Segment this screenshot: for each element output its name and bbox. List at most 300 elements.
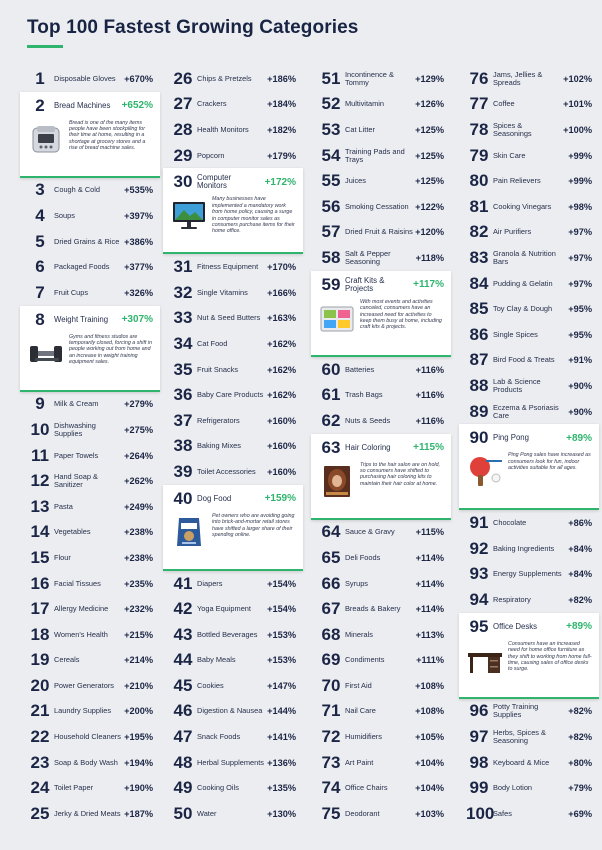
growth-percent: +147% xyxy=(267,680,296,691)
category-name: Laundry Supplies xyxy=(54,706,112,716)
growth-percent: +108% xyxy=(415,706,444,717)
growth-percent: +215% xyxy=(124,629,153,640)
category-name: Dishwashing Supplies xyxy=(54,420,96,438)
rank-number: 57 xyxy=(321,222,341,242)
category-name: Juices xyxy=(345,176,366,186)
list-item xyxy=(318,699,444,725)
list-item xyxy=(170,117,296,143)
category-name: Pasta xyxy=(54,501,73,511)
rank-number: 62 xyxy=(321,410,341,430)
category-name: Bread Machines xyxy=(54,100,111,110)
rank-number: 45 xyxy=(173,675,193,695)
featured-card-weight-training xyxy=(20,306,160,392)
list-item xyxy=(27,648,153,674)
category-name: Jams, Jellies & Spreads xyxy=(493,69,543,87)
rank-number: 89 xyxy=(469,401,489,421)
category-name: Deodorant xyxy=(345,808,380,818)
list-item xyxy=(27,750,153,776)
rank-number: 1 xyxy=(35,68,45,88)
list-item xyxy=(466,322,592,348)
growth-percent: +129% xyxy=(415,73,444,84)
list-item xyxy=(318,801,444,827)
category-name: Soups xyxy=(54,210,75,220)
featured-card-hair-coloring xyxy=(311,434,451,520)
list-item xyxy=(318,220,444,246)
growth-percent: +162% xyxy=(267,338,296,349)
category-name: Popcorn xyxy=(197,150,225,160)
category-name: Packaged Foods xyxy=(54,262,110,272)
list-item xyxy=(318,571,444,597)
rank-number: 77 xyxy=(469,94,489,114)
rank-number: 30 xyxy=(173,172,193,192)
growth-percent: +652% xyxy=(121,100,153,112)
list-item xyxy=(170,143,296,169)
growth-percent: +97% xyxy=(568,227,592,238)
category-name: Baking Ingredients xyxy=(493,543,555,553)
category-name: Trash Bags xyxy=(345,390,383,400)
category-name: Toilet Paper xyxy=(54,783,94,793)
rank-number: 56 xyxy=(321,196,341,216)
rank-number: 35 xyxy=(173,359,193,379)
category-name: Sauce & Gravy xyxy=(345,527,395,537)
category-name: Disposable Gloves xyxy=(54,73,116,83)
growth-percent: +120% xyxy=(415,227,444,238)
rank-number: 18 xyxy=(30,624,50,644)
category-description: Gyms and fitness studios are temporarily closed, forcing a shift in people working out from home and an increase in weight training equipment sales. xyxy=(69,333,153,366)
growth-percent: +154% xyxy=(267,578,296,589)
rank-number: 48 xyxy=(173,752,193,772)
bread-machine-icon xyxy=(27,122,65,156)
rank-number: 32 xyxy=(173,282,193,302)
category-name: Salt & Pepper Seasoning xyxy=(345,248,391,266)
rank-number: 67 xyxy=(321,599,341,619)
growth-percent: +172% xyxy=(264,176,296,188)
category-name: First Aid xyxy=(345,680,372,690)
list-item xyxy=(318,357,444,383)
growth-percent: +118% xyxy=(415,252,444,263)
growth-percent: +275% xyxy=(124,424,153,435)
growth-percent: +80% xyxy=(568,757,592,768)
category-name: Facial Tissues xyxy=(54,578,101,588)
rank-number: 87 xyxy=(469,350,489,370)
list-item xyxy=(318,596,444,622)
category-name: Fitness Equipment xyxy=(197,262,259,272)
growth-percent: +100% xyxy=(563,124,592,135)
rank-number: 29 xyxy=(173,145,193,165)
list-item xyxy=(466,775,592,801)
category-name: Weight Training xyxy=(54,314,109,324)
category-name: Cooking Oils xyxy=(197,783,239,793)
list-item xyxy=(170,66,296,92)
rank-number: 38 xyxy=(173,436,193,456)
growth-percent: +99% xyxy=(568,150,592,161)
rank-number: 79 xyxy=(469,145,489,165)
category-name: Ping Pong xyxy=(493,433,529,443)
growth-percent: +95% xyxy=(568,304,592,315)
list-item xyxy=(466,536,592,562)
list-item xyxy=(170,280,296,306)
growth-percent: +200% xyxy=(124,706,153,717)
growth-percent: +163% xyxy=(267,313,296,324)
category-name: Flour xyxy=(54,552,71,562)
list-item xyxy=(466,168,592,194)
rank-number: 14 xyxy=(30,522,50,542)
list-item xyxy=(170,408,296,434)
list-item xyxy=(466,220,592,246)
category-name: Granola & Nutrition Bars xyxy=(493,248,556,266)
category-name: Lab & Science Products xyxy=(493,376,541,394)
rank-number: 81 xyxy=(469,196,489,216)
category-name: Herbs, Spices & Seasoning xyxy=(493,728,546,746)
ranking-column-2 xyxy=(170,66,296,827)
list-item xyxy=(318,66,444,92)
category-description: Many businesses have implemented a mandatory work from home policy, causing a surge in computer monitor sales as consumers purchase items for their home office. xyxy=(212,196,295,235)
list-item xyxy=(466,562,592,588)
category-name: Toilet Accessories xyxy=(197,466,256,476)
monitor-icon xyxy=(170,198,208,232)
list-item xyxy=(27,203,153,229)
hair-color-box-icon xyxy=(318,464,356,498)
growth-percent: +386% xyxy=(124,236,153,247)
growth-percent: +84% xyxy=(568,543,592,554)
list-item xyxy=(318,408,444,434)
growth-percent: +105% xyxy=(415,732,444,743)
rank-number: 96 xyxy=(469,701,489,721)
category-description: Bread is one of the many items people have been stockpiling for their time at home, resulting in a shortage at grocery stores and a rise of bread machine sales. xyxy=(69,119,146,152)
rank-number: 21 xyxy=(30,701,50,721)
featured-card-ping-pong xyxy=(459,424,599,510)
growth-percent: +182% xyxy=(267,124,296,135)
list-item xyxy=(466,373,592,399)
rank-number: 9 xyxy=(35,394,45,414)
list-item xyxy=(170,648,296,674)
growth-percent: +194% xyxy=(124,757,153,768)
list-item xyxy=(27,724,153,750)
list-item xyxy=(466,399,592,425)
category-name: Power Generators xyxy=(54,680,114,690)
category-name: Allergy Medicine xyxy=(54,604,109,614)
growth-percent: +162% xyxy=(267,364,296,375)
rank-number: 70 xyxy=(321,675,341,695)
growth-percent: +101% xyxy=(563,99,592,110)
list-item xyxy=(466,194,592,220)
rank-number: 36 xyxy=(173,385,193,405)
category-name: Pudding & Gelatin xyxy=(493,278,553,288)
category-name: Dried Fruit & Raisins xyxy=(345,227,413,237)
list-item xyxy=(318,673,444,699)
category-name: Single Spices xyxy=(493,329,538,339)
growth-percent: +249% xyxy=(124,501,153,512)
list-item xyxy=(318,724,444,750)
rank-number: 22 xyxy=(30,727,50,747)
rank-number: 49 xyxy=(173,778,193,798)
growth-percent: +235% xyxy=(124,578,153,589)
ranking-column-1 xyxy=(27,66,153,827)
list-item xyxy=(27,66,153,92)
list-item xyxy=(318,194,444,220)
title-underline xyxy=(27,45,63,48)
category-name: Batteries xyxy=(345,364,375,374)
list-item xyxy=(466,724,592,750)
rank-number: 60 xyxy=(321,359,341,379)
growth-percent: +102% xyxy=(563,73,592,84)
featured-card-office-desks xyxy=(459,613,599,699)
growth-percent: +97% xyxy=(568,252,592,263)
rank-number: 86 xyxy=(469,324,489,344)
rank-number: 8 xyxy=(35,309,45,329)
list-item xyxy=(170,622,296,648)
list-item xyxy=(466,66,592,92)
list-item xyxy=(27,775,153,801)
category-name: Breads & Bakery xyxy=(345,604,401,614)
ranking-column-4 xyxy=(466,66,592,827)
rank-number: 92 xyxy=(469,538,489,558)
rank-number: 65 xyxy=(321,547,341,567)
growth-percent: +186% xyxy=(267,73,296,84)
rank-number: 50 xyxy=(173,803,193,823)
growth-percent: +115% xyxy=(415,527,444,538)
growth-percent: +187% xyxy=(124,808,153,819)
growth-percent: +114% xyxy=(415,578,444,589)
category-name: Respiratory xyxy=(493,594,531,604)
category-name: Coffee xyxy=(493,99,515,109)
growth-percent: +86% xyxy=(568,518,592,529)
list-item xyxy=(170,724,296,750)
growth-percent: +117% xyxy=(413,279,444,291)
category-name: Household Cleaners xyxy=(54,732,121,742)
category-name: Incontinence & Tommy xyxy=(345,69,394,87)
category-name: Digestion & Nausea xyxy=(197,706,263,716)
list-item xyxy=(27,443,153,469)
rank-number: 24 xyxy=(30,778,50,798)
list-item xyxy=(466,117,592,143)
category-name: Air Purifiers xyxy=(493,227,532,237)
category-description: Trips to the hair salon are on hold, so consumers have shifted to purchasing hair coloring kits to maintain their hair color at home. xyxy=(360,461,440,487)
rank-number: 72 xyxy=(321,727,341,747)
list-item xyxy=(27,280,153,306)
growth-percent: +90% xyxy=(568,380,592,391)
rank-number: 13 xyxy=(30,496,50,516)
category-name: Skin Care xyxy=(493,150,526,160)
list-item xyxy=(466,587,592,613)
list-item xyxy=(318,520,444,546)
rank-number: 43 xyxy=(173,624,193,644)
list-item xyxy=(170,596,296,622)
rank-number: 82 xyxy=(469,222,489,242)
featured-card-dog-food xyxy=(163,485,303,571)
office-desk-icon xyxy=(466,643,504,677)
growth-percent: +82% xyxy=(568,706,592,717)
rank-number: 55 xyxy=(321,171,341,191)
growth-percent: +136% xyxy=(267,757,296,768)
category-name: Nut & Seed Butters xyxy=(197,313,261,323)
category-name: Cereals xyxy=(54,655,80,665)
growth-percent: +154% xyxy=(267,604,296,615)
growth-percent: +153% xyxy=(267,629,296,640)
category-name: Cookies xyxy=(197,680,224,690)
growth-percent: +99% xyxy=(568,176,592,187)
list-item xyxy=(466,271,592,297)
rank-number: 98 xyxy=(469,752,489,772)
list-item xyxy=(27,545,153,571)
growth-percent: +90% xyxy=(568,406,592,417)
list-item xyxy=(170,459,296,485)
growth-percent: +377% xyxy=(124,262,153,273)
list-item xyxy=(27,417,153,443)
growth-percent: +126% xyxy=(415,99,444,110)
rank-number: 58 xyxy=(321,247,341,267)
growth-percent: +116% xyxy=(415,415,444,426)
growth-percent: +125% xyxy=(415,150,444,161)
list-item xyxy=(170,331,296,357)
rank-number: 69 xyxy=(321,650,341,670)
rank-number: 41 xyxy=(173,573,193,593)
rank-number: 68 xyxy=(321,624,341,644)
rank-number: 66 xyxy=(321,573,341,593)
category-name: Milk & Cream xyxy=(54,399,99,409)
category-name: Chips & Pretzels xyxy=(197,73,252,83)
list-item xyxy=(27,520,153,546)
rank-number: 23 xyxy=(30,752,50,772)
category-name: Snack Foods xyxy=(197,732,241,742)
featured-card-computer-monitors xyxy=(163,168,303,254)
category-name: Computer Monitors xyxy=(197,173,232,191)
growth-percent: +111% xyxy=(416,655,444,666)
list-item xyxy=(170,775,296,801)
category-name: Cough & Cold xyxy=(54,185,101,195)
list-item xyxy=(318,775,444,801)
list-item xyxy=(27,596,153,622)
list-item xyxy=(170,92,296,118)
category-name: Jerky & Dried Meats xyxy=(54,808,121,818)
rank-number: 80 xyxy=(469,171,489,191)
growth-percent: +670% xyxy=(124,73,153,84)
rank-number: 37 xyxy=(173,410,193,430)
growth-percent: +232% xyxy=(124,604,153,615)
rank-number: 16 xyxy=(30,573,50,593)
growth-percent: +114% xyxy=(415,552,444,563)
growth-percent: +104% xyxy=(415,757,444,768)
growth-percent: +91% xyxy=(568,355,592,366)
growth-percent: +264% xyxy=(124,450,153,461)
rank-number: 78 xyxy=(469,119,489,139)
category-name: Training Pads and Trays xyxy=(345,146,405,164)
category-name: Potty Training Supplies xyxy=(493,702,539,720)
category-name: Crackers xyxy=(197,99,227,109)
list-item xyxy=(170,434,296,460)
growth-percent: +98% xyxy=(568,201,592,212)
list-item xyxy=(170,750,296,776)
category-name: Pain Relievers xyxy=(493,176,541,186)
category-name: Craft Kits & Projects xyxy=(345,275,385,293)
category-name: Cooking Vinegars xyxy=(493,201,552,211)
growth-percent: +279% xyxy=(124,399,153,410)
growth-percent: +210% xyxy=(124,680,153,691)
category-name: Single Vitamins xyxy=(197,287,248,297)
list-item xyxy=(27,178,153,204)
growth-percent: +160% xyxy=(267,415,296,426)
rank-number: 53 xyxy=(321,119,341,139)
category-name: Nuts & Seeds xyxy=(345,415,391,425)
list-item xyxy=(318,545,444,571)
growth-percent: +116% xyxy=(415,364,444,375)
category-name: Syrups xyxy=(345,578,369,588)
growth-percent: +166% xyxy=(267,287,296,298)
category-name: Bird Food & Treats xyxy=(493,355,555,365)
category-name: Soap & Body Wash xyxy=(54,757,118,767)
category-name: Dog Food xyxy=(197,493,232,503)
growth-percent: +170% xyxy=(267,262,296,273)
list-item xyxy=(27,673,153,699)
category-name: Diapers xyxy=(197,578,223,588)
rank-number: 59 xyxy=(321,274,341,294)
growth-percent: +89% xyxy=(566,621,592,633)
category-name: Body Lotion xyxy=(493,783,533,793)
list-item xyxy=(318,750,444,776)
rank-number: 28 xyxy=(173,119,193,139)
rank-number: 31 xyxy=(173,257,193,277)
rank-number: 54 xyxy=(321,145,341,165)
growth-percent: +326% xyxy=(124,287,153,298)
ranking-column-3 xyxy=(318,66,444,827)
category-name: Art Paint xyxy=(345,757,374,767)
category-name: Office Chairs xyxy=(345,783,388,793)
list-item xyxy=(27,468,153,494)
growth-percent: +122% xyxy=(415,201,444,212)
list-item xyxy=(170,673,296,699)
growth-percent: +397% xyxy=(124,210,153,221)
category-name: Cat Litter xyxy=(345,124,375,134)
category-name: Chocolate xyxy=(493,518,527,528)
growth-percent: +116% xyxy=(415,390,444,401)
growth-percent: +159% xyxy=(264,493,296,505)
category-description: Pet owners who are avoiding going into brick-and-mortar retail stores have shifted a larger share of their spending online. xyxy=(212,512,295,538)
list-item xyxy=(466,92,592,118)
category-name: Paper Towels xyxy=(54,450,99,460)
rank-number: 4 xyxy=(35,205,45,225)
category-name: Condiments xyxy=(345,655,385,665)
rank-number: 83 xyxy=(469,247,489,267)
growth-percent: +238% xyxy=(124,527,153,538)
category-name: Yoga Equipment xyxy=(197,604,251,614)
list-item xyxy=(170,801,296,827)
category-name: Eczema & Psoriasis Care xyxy=(493,402,559,420)
growth-percent: +535% xyxy=(124,185,153,196)
category-name: Hand Soap & Sanitizer xyxy=(54,472,98,490)
category-name: Nail Care xyxy=(345,706,376,716)
list-item xyxy=(318,382,444,408)
category-name: Baby Care Products xyxy=(197,390,264,400)
category-name: Minerals xyxy=(345,629,373,639)
category-name: Dried Grains & Rice xyxy=(54,236,120,246)
growth-percent: +141% xyxy=(267,732,296,743)
growth-percent: +162% xyxy=(267,390,296,401)
growth-percent: +160% xyxy=(267,441,296,452)
category-name: Keyboard & Mice xyxy=(493,757,550,767)
list-item xyxy=(27,229,153,255)
category-name: Hair Coloring xyxy=(345,442,391,452)
list-item xyxy=(27,254,153,280)
list-item xyxy=(318,92,444,118)
growth-percent: +104% xyxy=(415,783,444,794)
category-name: Baby Meals xyxy=(197,655,236,665)
growth-percent: +79% xyxy=(568,783,592,794)
growth-percent: +195% xyxy=(124,732,153,743)
list-item xyxy=(466,801,592,827)
list-item xyxy=(466,245,592,271)
category-name: Multivitamin xyxy=(345,99,385,109)
growth-percent: +214% xyxy=(124,655,153,666)
